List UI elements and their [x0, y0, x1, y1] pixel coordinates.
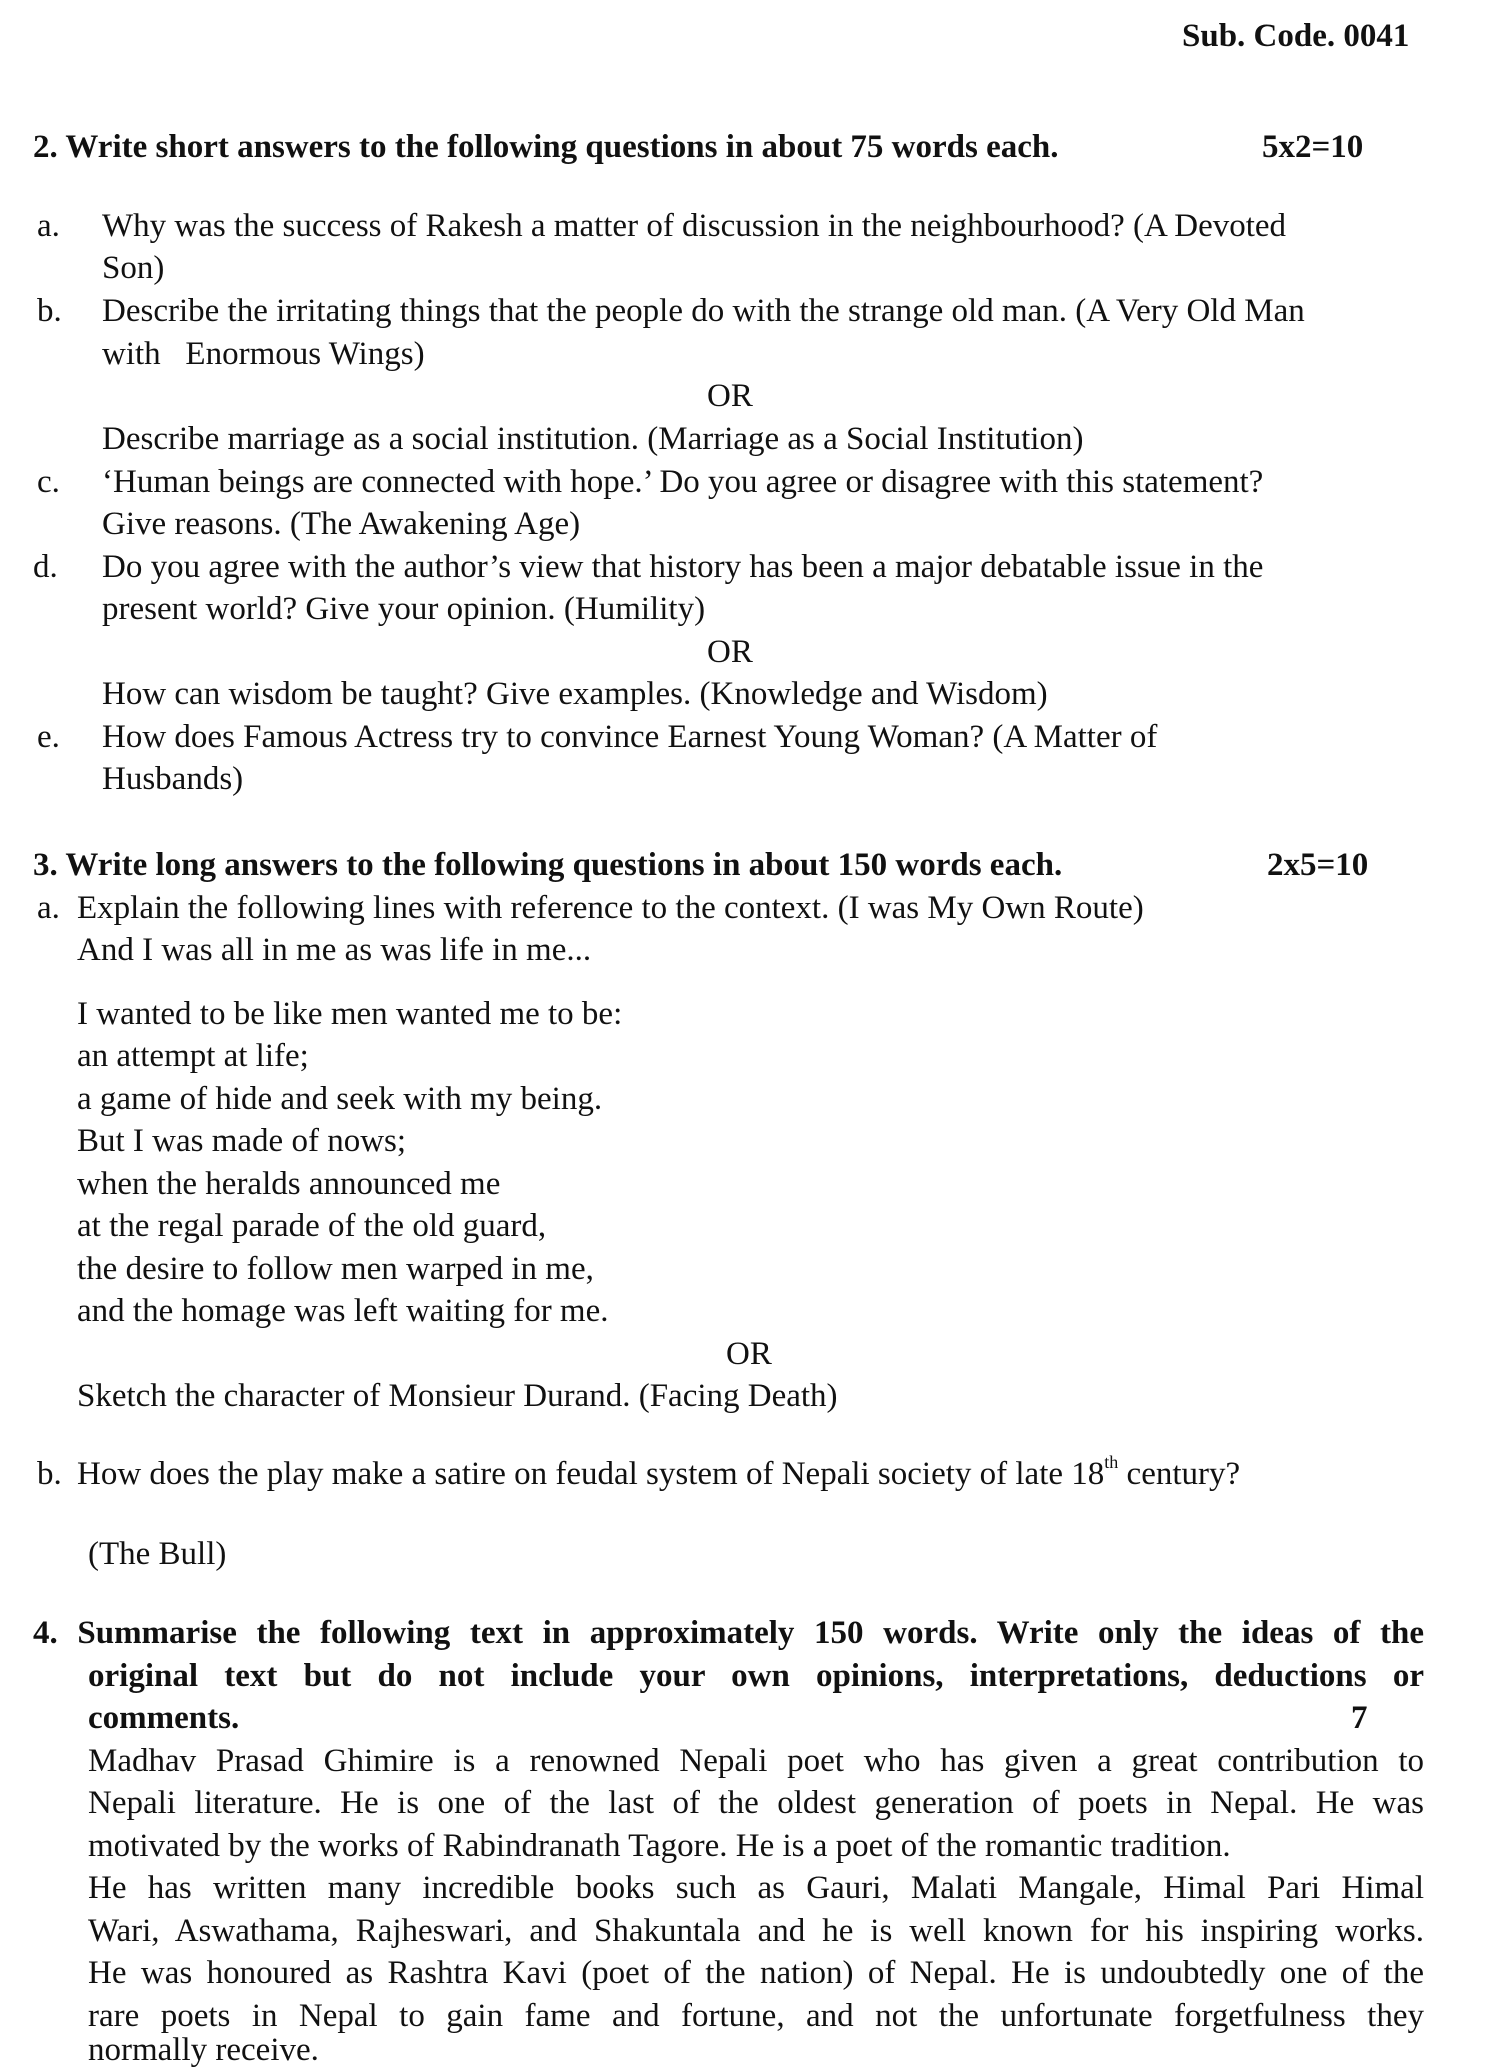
q4-para1-line: Nepali literature. He is one of the last of the oldest generation of poets in Nepal. He was	[88, 1785, 1424, 1821]
poem-line: when the heralds announced me	[77, 1166, 501, 1202]
q4-heading-line1: 4. Summarise the following text in approximately 150 words. Write only the ideas of the	[33, 1615, 1424, 1651]
poem-line: I wanted to be like men wanted me to be:	[77, 996, 623, 1032]
q2-item-d-line2: present world? Give your opinion. (Humility)	[102, 591, 706, 627]
q4-marks: 7	[1351, 1700, 1368, 1736]
q2-heading: 2. Write short answers to the following questions in about 75 words each.	[33, 129, 1059, 165]
subject-code: Sub. Code. 0041	[1182, 18, 1410, 54]
poem-line: a game of hide and seek with my being.	[77, 1081, 603, 1117]
q3-item-b-source: (The Bull)	[88, 1536, 227, 1572]
q4-para2-line: normally receive.	[88, 2032, 319, 2068]
q3-item-b-superscript: th	[1104, 1452, 1119, 1472]
q2-item-c-label: c.	[37, 464, 60, 500]
q2-item-e-label: e.	[37, 719, 60, 755]
q3-item-b-text	[77, 1453, 1240, 1495]
q3-item-a-label: a.	[37, 890, 60, 926]
q2-item-d-line1: Do you agree with the author’s view that history has been a major debatable issue in the	[102, 549, 1264, 585]
q3-heading: 3. Write long answers to the following questions in about 150 words each.	[33, 847, 1063, 883]
q4-heading-line3: comments.	[88, 1700, 240, 1736]
q4-para1-line: Madhav Prasad Ghimire is a renowned Nepali poet who has given a great contribution to	[88, 1743, 1424, 1779]
q4-para2-line: He was honoured as Rashtra Kavi (poet of the nation) of Nepal. He is undoubtedly one of the	[88, 1955, 1424, 1991]
poem-line: and the homage was left waiting for me.	[77, 1293, 609, 1329]
q4-para2-line: rare poets in Nepal to gain fame and fortune, and not the unfortunate forgetfulness they	[88, 1998, 1424, 2034]
q2-item-a-label: a.	[37, 208, 60, 244]
q3-item-b-text-end: century?	[1118, 1456, 1241, 1492]
q3-item-a-text: Explain the following lines with reference to the context. (I was My Own Route)	[77, 890, 1144, 926]
q2-item-b-label: b.	[37, 293, 62, 329]
q4-para1-line: motivated by the works of Rabindranath Tagore. He is a poet of the romantic tradition.	[88, 1828, 1231, 1864]
q2-item-e-line1: How does Famous Actress try to convince Earnest Young Woman? (A Matter of	[102, 719, 1158, 755]
q3-marks: 2x5=10	[1267, 847, 1369, 883]
q2-marks: 5x2=10	[1262, 129, 1364, 165]
q2-item-e-line2: Husbands)	[102, 761, 244, 797]
q4-para2-line: He has written many incredible books such as Gauri, Malati Mangale, Himal Pari Himal	[88, 1870, 1424, 1906]
q3-item-b-text-main: How does the play make a satire on feudal system of Nepali society of late 18	[77, 1456, 1105, 1492]
q3-alt-a: Sketch the character of Monsieur Durand. (Facing Death)	[77, 1378, 838, 1414]
q2-alt-d: How can wisdom be taught? Give examples. (Knowledge and Wisdom)	[102, 676, 1048, 712]
q4-para2-line: Wari, Aswathama, Rajheswari, and Shakuntala and he is well known for his inspiring works.	[88, 1913, 1424, 1949]
q2-item-b-line2: with Enormous Wings)	[102, 336, 425, 372]
q4-heading-line2: original text but do not include your own opinions, interpretations, deductions or	[88, 1658, 1424, 1694]
q2-item-d-label: d.	[33, 549, 58, 585]
poem-line: an attempt at life;	[77, 1038, 309, 1074]
q2-item-a-line2: Son)	[102, 250, 165, 286]
q2-item-c-line1: ‘Human beings are connected with hope.’ Do you agree or disagree with this statement?	[102, 464, 1264, 500]
q2-item-b-line1: Describe the irritating things that the people do with the strange old man. (A Very Old Man	[102, 293, 1305, 329]
q2-or-2: OR	[707, 634, 753, 670]
poem-line: But I was made of nows;	[77, 1123, 407, 1159]
poem-line: at the regal parade of the old guard,	[77, 1208, 547, 1244]
q2-alt-b: Describe marriage as a social institution. (Marriage as a Social Institution)	[102, 421, 1084, 457]
q2-item-c-line2: Give reasons. (The Awakening Age)	[102, 506, 581, 542]
q3-item-b-label: b.	[37, 1456, 62, 1492]
poem-line: the desire to follow men warped in me,	[77, 1251, 594, 1287]
q3-item-a-line2: And I was all in me as was life in me...	[77, 932, 592, 968]
q2-or-1: OR	[707, 378, 753, 414]
q2-item-a-line1: Why was the success of Rakesh a matter of discussion in the neighbourhood? (A Devoted	[102, 208, 1287, 244]
q3-or: OR	[726, 1336, 772, 1372]
